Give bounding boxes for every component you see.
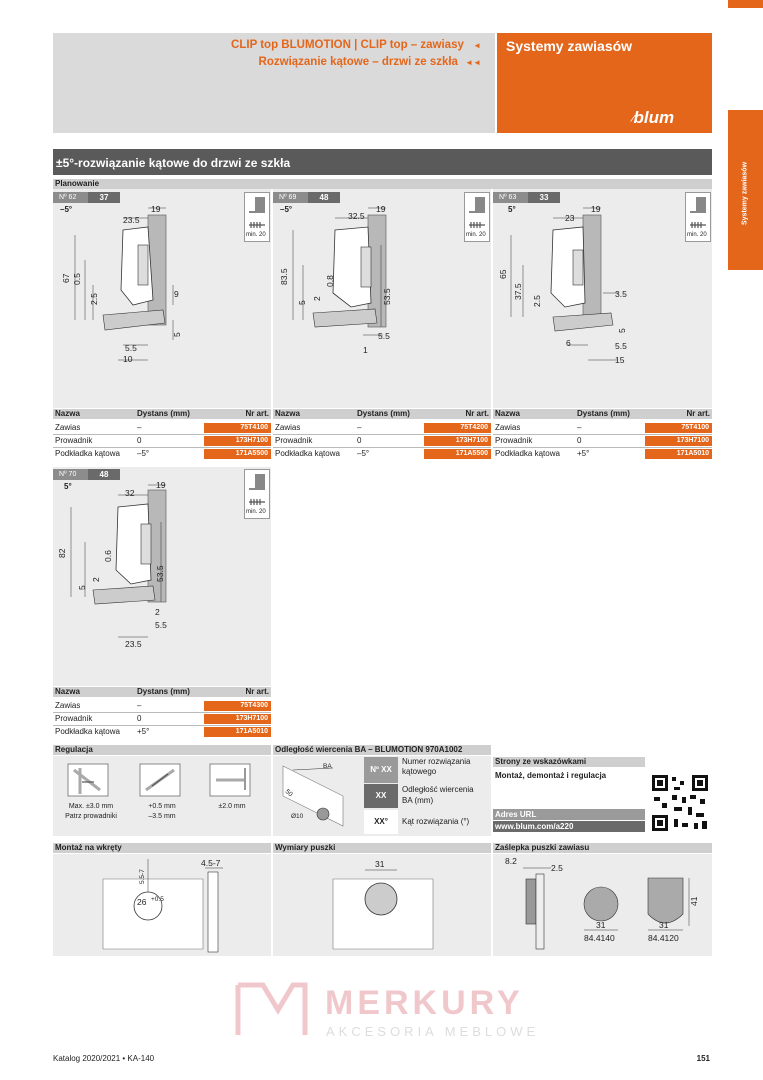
adjust-depth-icon [140, 764, 180, 796]
table-row-name: Podkładka kątowa [55, 727, 120, 736]
table-header-distance: Dystans (mm) [577, 409, 630, 418]
table-row-dist: 0 [357, 436, 362, 445]
table-row-art: 75T4200 [424, 423, 491, 433]
table-header-distance: Dystans (mm) [137, 409, 190, 418]
table-header-distance: Dystans (mm) [137, 687, 190, 696]
cap-dim-d: 31 [659, 920, 669, 930]
cap-dim-e: 41 [689, 896, 699, 906]
legend-no-text2: kątowego [402, 767, 437, 776]
panel-4-dim-j: 23.5 [125, 639, 142, 649]
table-row-art: 173H7100 [645, 436, 712, 446]
watermark-line2: AKCESORIA MEBLOWE [326, 1024, 540, 1039]
row-divider [493, 434, 712, 435]
url-label: Adres URL [493, 809, 645, 820]
min-label-4: min. 20 [246, 509, 266, 515]
url-link[interactable]: www.blum.com/a220 [493, 821, 645, 832]
table-header-name: Nazwa [495, 409, 520, 418]
table-row-art: 171A5500 [204, 449, 271, 459]
min-label-1: min. 20 [246, 232, 266, 238]
regulation-3-line1: ±2.0 mm [218, 803, 246, 810]
table-row-name: Prowadnik [495, 436, 533, 445]
screw-dim-d: +0.5 [151, 896, 164, 903]
row-divider [493, 447, 712, 448]
drilling-dim-ba: BA [323, 763, 332, 770]
panel-3-no: Nº 63 [493, 192, 528, 203]
panel-2-dim-d: 0.8 [325, 275, 335, 287]
adjust-height-icon [210, 764, 250, 796]
panel-1-angle: –5° [60, 205, 73, 214]
regulation-2-line2: –3.5 mm [148, 813, 176, 820]
table-row-name: Podkładka kątowa [55, 449, 120, 458]
table-row-dist: – [137, 423, 142, 432]
hinge-drawing-4 [53, 482, 243, 682]
screw-dim-c: 26 [137, 897, 147, 907]
panel-2-dim-b: 19 [376, 205, 386, 214]
panel-1-dim-i: 10 [123, 354, 133, 364]
panel-4-dim-c: 82 [57, 548, 67, 558]
row-divider [53, 447, 271, 448]
drilling-dim-diameter: Ø10 [291, 813, 304, 820]
hinge-drawing-2 [273, 205, 463, 405]
table-row-name: Prowadnik [55, 714, 93, 723]
cap-title: Zaślepka puszki zawiasu [493, 843, 712, 853]
panel-4-dim-h: 2 [155, 607, 160, 617]
screw-dim-a: 5.5-7 [139, 869, 146, 884]
min-label-2: min. 20 [466, 232, 486, 238]
row-divider [273, 434, 491, 435]
tips-title: Strony ze wskazówkami [493, 757, 645, 767]
panel-3-dim-d: 37.5 [513, 283, 523, 300]
planning-label: Planowanie [53, 179, 712, 189]
table-row-dist: +5° [137, 727, 150, 736]
cap-dim-b: 2.5 [551, 863, 563, 873]
panel-3-dim-a: 23 [565, 213, 575, 223]
panel-4-dim-g: 53.5 [155, 565, 165, 582]
panel-4-dim-b: 19 [156, 482, 166, 490]
adjust-side-icon [68, 764, 108, 796]
panel-3-dim-b: 19 [591, 205, 601, 214]
arrow-icon: ◄ [473, 41, 481, 50]
legend-distance-key: XX [364, 784, 398, 808]
table-row-art: 171A5010 [204, 727, 271, 737]
table-header-distance: Dystans (mm) [357, 409, 410, 418]
min-label-3: min. 20 [687, 232, 707, 238]
regulation-1-line2: Patrz prowadniki [65, 813, 117, 820]
table-row-dist: – [357, 423, 362, 432]
regulation-icons [60, 760, 265, 802]
cap-art-1: 84.4140 [584, 933, 615, 943]
table-row-dist: 0 [137, 714, 142, 723]
table-row-name: Prowadnik [275, 436, 313, 445]
legend-angle-key: XX° [364, 810, 398, 834]
panel-1-no: Nº 62 [53, 192, 88, 203]
legend-angle-text1: Kąt rozwiązania (°) [402, 817, 470, 826]
regulation-1-line1: Max. ±3.0 mm [68, 803, 114, 810]
panel-4-angle: 5° [64, 482, 72, 491]
header-line2-text: Rozwiązanie kątowe – drzwi ze szkła [258, 56, 458, 68]
qr-code-icon[interactable] [650, 773, 710, 833]
table-row-name: Zawias [55, 423, 81, 432]
panel-3-dim-i: 5.5 [615, 341, 627, 351]
panel-3-dim-f: 3.5 [615, 289, 627, 299]
panel-4-no: Nº 70 [53, 469, 88, 480]
table-row-art: 173H7100 [424, 436, 491, 446]
panel-4-dim-i: 5.5 [155, 620, 167, 630]
row-divider [273, 447, 491, 448]
drilling-title: Odległość wiercenia BA – BLUMOTION 970A1002 [273, 745, 491, 755]
cap-dim-c: 31 [596, 920, 606, 930]
panel-4-dim-a: 32 [125, 488, 135, 498]
table-header-name: Nazwa [55, 409, 80, 418]
table-header-art: Nr art. [686, 409, 710, 418]
section-title: Systemy zawiasów [506, 38, 633, 54]
panel-1-dim-e: 2.5 [89, 293, 99, 305]
panel-3-dim-e: 2.5 [532, 295, 542, 307]
cup-dim: 31 [375, 859, 385, 869]
panel-1-dim-g: 5 [172, 332, 182, 337]
table-row-dist: – [137, 701, 142, 710]
panel-4-badge: 48 [88, 469, 120, 480]
table-row-dist: – [577, 423, 582, 432]
panel-4-dim-d: 0.6 [103, 550, 113, 562]
double-arrow-icon: ◄◄ [465, 58, 481, 67]
table-header-art: Nr art. [465, 409, 489, 418]
panel-1-dim-d: 0.5 [72, 273, 82, 285]
header-line1-text: CLIP top BLUMOTION | CLIP top – zawiasy [231, 39, 464, 51]
table-row-art: 171A5500 [424, 449, 491, 459]
row-divider [53, 725, 271, 726]
panel-3-dim-c: 65 [498, 269, 508, 279]
screw-dim-b: 4.5-7 [201, 858, 221, 868]
cup-drawing [273, 854, 491, 956]
panel-2-dim-g: 53.5 [382, 288, 392, 305]
table-row-name: Prowadnik [55, 436, 93, 445]
header-line1 [53, 39, 481, 51]
panel-3-angle: 5° [508, 205, 516, 214]
panel-3-dim-j: 15 [615, 355, 625, 365]
table-row-art: 171A5010 [645, 449, 712, 459]
screw-title: Montaż na wkręty [53, 843, 271, 853]
panel-3-badge: 33 [528, 192, 560, 203]
table-row-name: Zawias [55, 701, 81, 710]
regulation-title: Regulacja [53, 745, 271, 755]
legend-no-text1: Numer rozwiązania [402, 757, 471, 766]
table-header-art: Nr art. [245, 687, 269, 696]
top-accent-bar [728, 0, 763, 8]
footer-left: Katalog 2020/2021 • KA-140 [53, 1054, 155, 1063]
table-header-name: Nazwa [55, 687, 80, 696]
hinge-drawing-1 [53, 205, 243, 405]
row-divider [53, 434, 271, 435]
cap-drawing [493, 854, 712, 956]
table-row-art: 173H7100 [204, 436, 271, 446]
panel-1-dim-a: 23.5 [123, 215, 140, 225]
table-header-name: Nazwa [275, 409, 300, 418]
table-row-name: Podkładka kątowa [495, 449, 560, 458]
table-row-art: 75T4300 [204, 701, 271, 711]
panel-3-dim-h: 6 [566, 338, 571, 348]
table-row-art: 75T4100 [204, 423, 271, 433]
panel-1-badge: 37 [88, 192, 120, 203]
table-row-art: 75T4100 [645, 423, 712, 433]
panel-2-dim-f: 5 [297, 300, 307, 305]
panel-2-badge: 48 [308, 192, 340, 203]
panel-2-dim-i: 1 [363, 345, 368, 355]
logo-text: blum [633, 108, 675, 127]
regulation-2-line1: +0.5 mm [148, 803, 176, 810]
cup-title: Wymiary puszki [273, 843, 491, 853]
table-row-dist: 0 [577, 436, 582, 445]
table-row-dist: +5° [577, 449, 590, 458]
merkury-logo-icon [233, 980, 313, 1040]
watermark-line1: MERKURY [325, 984, 524, 1022]
panel-4-dim-e: 2 [91, 577, 101, 582]
table-header-art: Nr art. [245, 409, 269, 418]
panel-1-dim-h: 5.5 [125, 343, 137, 353]
table-row-dist: 0 [137, 436, 142, 445]
legend-distance-text1: Odległość wiercenia [402, 785, 474, 794]
section-header-title: ±5°-rozwiązanie kątowe do drzwi ze szkła [56, 156, 291, 170]
screw-drawing [53, 854, 271, 956]
panel-4-dim-f: 5 [77, 585, 87, 590]
panel-2-dim-h: 5.5 [378, 331, 390, 341]
table-row-dist: –5° [357, 449, 370, 458]
panel-2-dim-a: 32.5 [348, 211, 365, 221]
blum-logo: ⁄blum [632, 108, 675, 127]
cap-dim-a: 8.2 [505, 856, 517, 866]
side-tab-label: Systemy zawiasów [741, 161, 749, 226]
drilling-dim-50: 50 [283, 788, 294, 799]
panel-3-dim-g: 5 [617, 328, 627, 333]
table-row-art: 173H7100 [204, 714, 271, 724]
legend-no-key: Nº XX [364, 757, 398, 783]
drilling-drawing [273, 756, 363, 836]
header-line2 [53, 56, 481, 68]
panel-1-dim-b: 19 [151, 205, 161, 214]
table-row-name: Podkładka kątowa [275, 449, 340, 458]
panel-2-dim-c: 83.5 [279, 268, 289, 285]
hinge-drawing-3 [493, 205, 683, 405]
tips-text: Montaż, demontaż i regulacja [495, 771, 607, 780]
panel-2-no: Nº 69 [273, 192, 308, 203]
row-divider [53, 712, 271, 713]
panel-2-angle: –5° [280, 205, 293, 214]
footer-page: 151 [696, 1054, 710, 1063]
panel-2-dim-e: 2 [312, 296, 322, 301]
table-row-name: Zawias [495, 423, 521, 432]
legend-distance-text2: BA (mm) [402, 796, 434, 805]
panel-1-dim-c: 67 [61, 273, 71, 283]
table-row-dist: –5° [137, 449, 150, 458]
panel-1-dim-f: 9 [174, 289, 179, 299]
table-row-name: Zawias [275, 423, 301, 432]
cap-art-2: 84.4120 [648, 933, 679, 943]
